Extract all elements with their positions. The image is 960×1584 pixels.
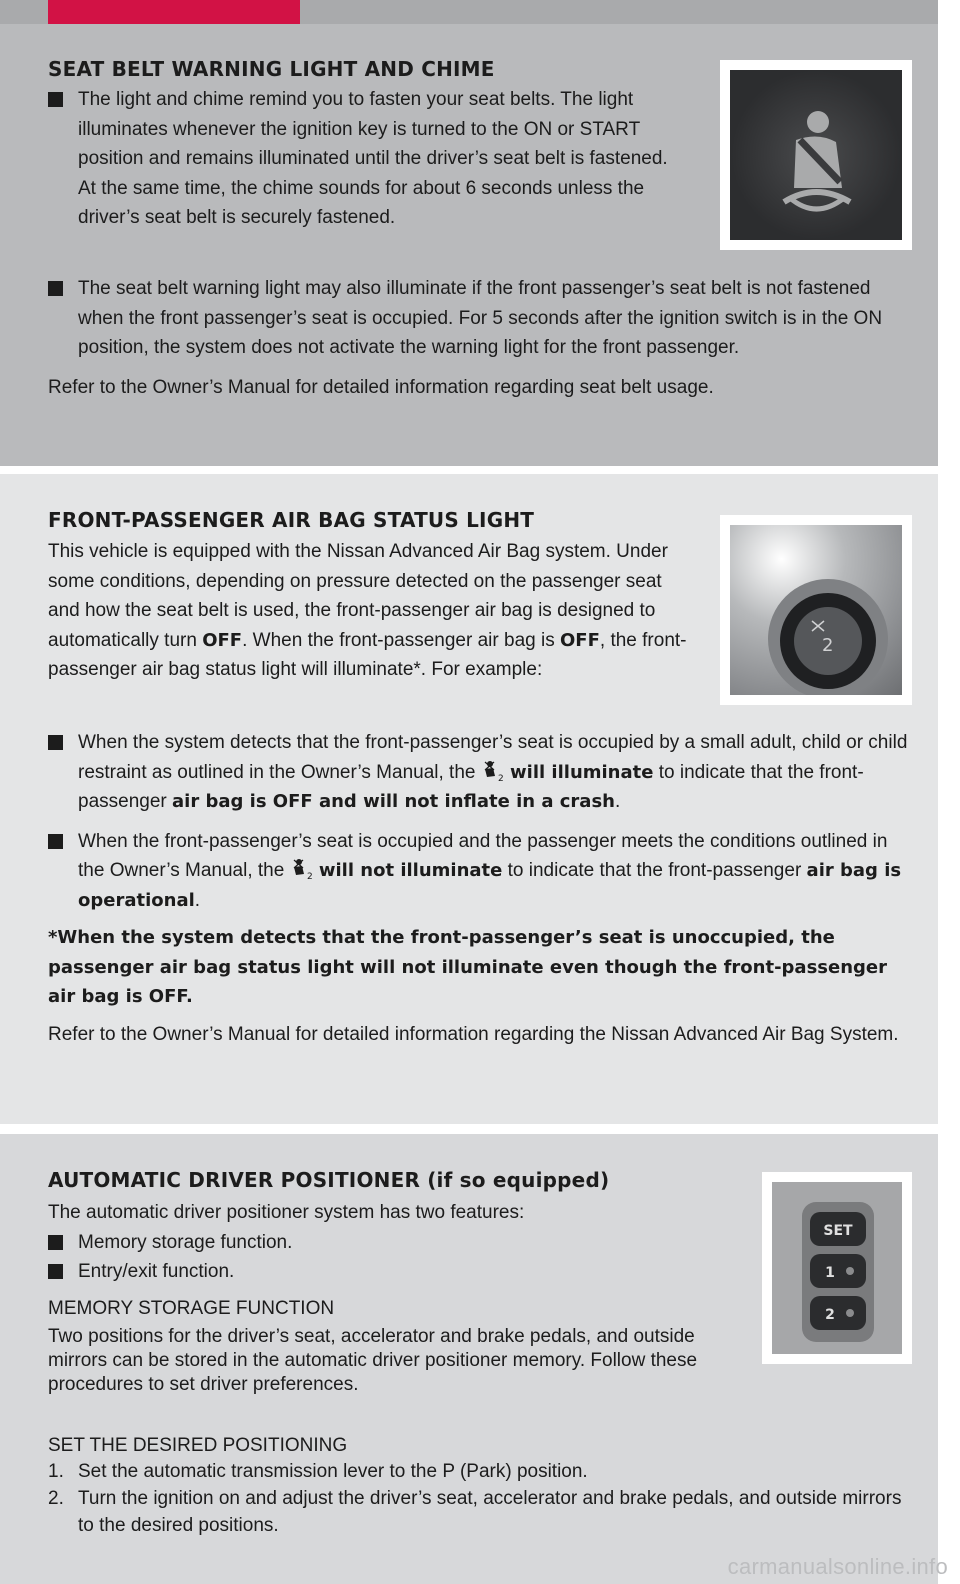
off-label: OFF (559, 629, 600, 651)
seat-belt-bullet: The seat belt warning light may also illuminate if the front passenger’s seat belt is not fastened when the front passenger’s seat is occupied. For 5 seconds after the ignition switch is in the ON position, the system does not activate the warning light for the front passenger. (48, 274, 898, 363)
air-bag-refer: Refer to the Owner’s Manual for detailed information regarding the Nissan Advanced Air Bag System. (48, 1023, 899, 1045)
memory-buttons-photo (762, 1172, 912, 1364)
bullet-text: to indicate that the front-passenger (78, 761, 864, 812)
air-bag-note (48, 923, 908, 1012)
bullet-text: When the front-passenger’s seat is occupied and the passenger meets the conditions outlined in the Owner’s Manual, the (78, 830, 888, 881)
air-bag-bullet (48, 728, 908, 817)
note-text: *When the system detects that the front-passenger’s seat is unoccupied, the passenger air bag status light will not illuminate even though the front-passenger air bag is OFF. (48, 927, 887, 1007)
step-item (48, 1485, 908, 1539)
step-number: 2. (48, 1488, 64, 1509)
set-button-label: SET (823, 1223, 853, 1239)
step-number: 1. (48, 1461, 64, 1482)
memory-text: Two positions for the driver’s seat, accelerator and brake pedals, and outside mirrors can be stored in the automatic driver positioner memory. Follow these procedures to set driver preferences. (48, 1325, 698, 1395)
seat-belt-icon (730, 70, 902, 240)
bold-text: will not illuminate (318, 860, 503, 881)
memory-heading: MEMORY STORAGE FUNCTION (48, 1297, 335, 1319)
step-item (48, 1458, 908, 1485)
memory-button-1 (810, 1254, 866, 1288)
positioner-intro: The automatic driver positioner system has two features: (48, 1202, 525, 1223)
bullet-text: . (614, 791, 621, 812)
seat-belt-bullet: The light and chime remind you to fasten your seat belts. The light illuminates whenever the ignition key is turned to the ON or START position and remains illuminated until the driver’s seat belt is fastened. At the same time, the chime sounds for about 6 seconds unless the driver’s seat belt is securely fastened. (48, 85, 688, 233)
bold-text: will illuminate (510, 761, 654, 783)
seat-belt-title: SEAT BELT WARNING LIGHT AND CHIME (48, 57, 495, 81)
svg-text:2: 2 (822, 635, 834, 656)
set-heading: SET THE DESIRED POSITIONING (48, 1435, 348, 1456)
air-bag-bullet (48, 827, 908, 916)
step-text: Turn the ignition on and adjust the driver’s seat, accelerator and brake pedals, and outside mirrors to the desired positions. (78, 1488, 902, 1536)
feature-item: Entry/exit function. (48, 1257, 738, 1287)
bullet-text: . (194, 889, 201, 911)
off-label: OFF (202, 629, 243, 651)
memory-button-2-label: 2 (825, 1307, 835, 1323)
memory-button-1-label: 1 (825, 1265, 835, 1281)
icon-digit: 2 (306, 872, 313, 880)
seat-belt-warning-photo (720, 60, 912, 250)
positioner-title: AUTOMATIC DRIVER POSITIONER (if so equipped) (48, 1168, 610, 1192)
air-bag-status-photo (720, 515, 912, 705)
air-bag-intro-text: . When the front-passenger air bag is (242, 629, 560, 651)
bullet-text: When the system detects that the front-passenger’s seat is occupied by a small adult, child or child restraint as outlined in the Owner’s Manual, the (78, 732, 908, 783)
accent-bar (48, 0, 300, 24)
memory-button-2 (810, 1296, 866, 1330)
icon-digit: 2 (497, 773, 504, 782)
set-button (810, 1212, 866, 1246)
bold-text: air bag is OFF and will not inflate in a crash (172, 791, 615, 812)
bullet-text: to indicate that the front-passenger (502, 860, 807, 881)
step-text: Set the automatic transmission lever to the P (Park) position. (78, 1461, 588, 1482)
watermark: carmanualsonline.info (727, 1554, 948, 1579)
passenger-airbag-off-icon (481, 760, 505, 782)
air-bag-status-light-icon (730, 525, 902, 695)
air-bag-intro-text: , the front-passenger air bag status light will illuminate*. For example: (48, 629, 687, 680)
seat-belt-refer: Refer to the Owner’s Manual for detailed information regarding seat belt usage. (48, 376, 714, 398)
air-bag-intro (48, 537, 688, 685)
feature-item: Memory storage function. (48, 1228, 738, 1258)
top-bar (0, 0, 938, 24)
passenger-airbag-off-icon (290, 858, 314, 880)
bold-text: air bag is operational (78, 860, 902, 911)
air-bag-intro-text: This vehicle is equipped with the Nissan Advanced Air Bag system. Under some conditions, depending on pressure detected on the passenger seat and how the seat belt is used, the front-passenger air bag is designed to automatically turn (48, 541, 668, 651)
air-bag-title: FRONT-PASSENGER AIR BAG STATUS LIGHT (48, 508, 535, 532)
